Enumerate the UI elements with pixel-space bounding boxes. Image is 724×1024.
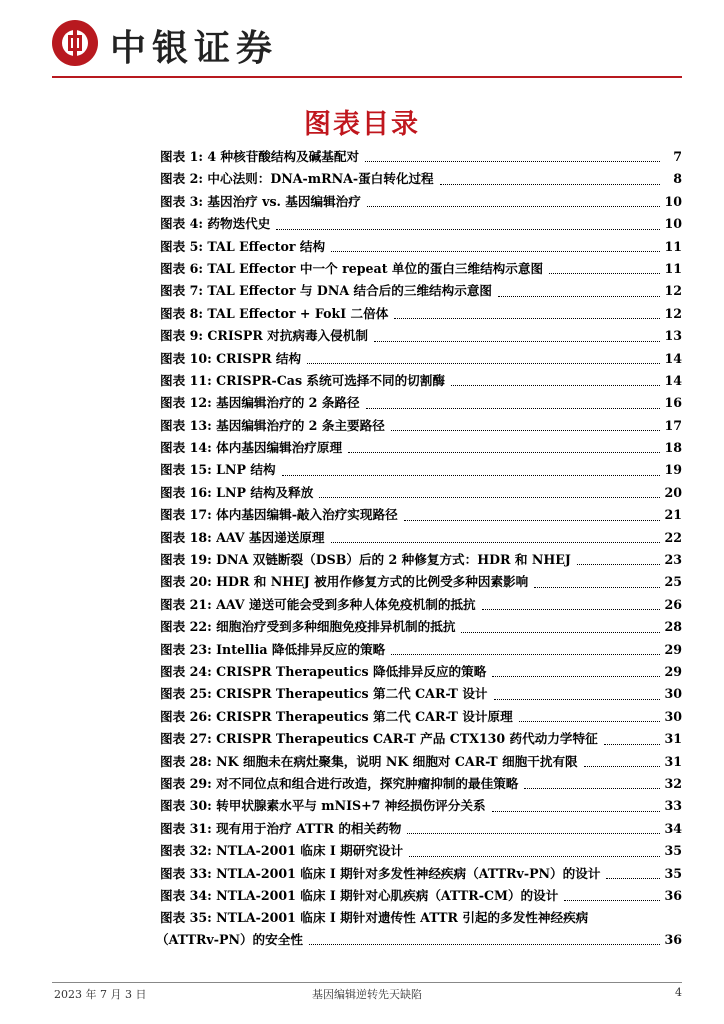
toc-entry-title: 4 种核苷酸结构及碱基配对 <box>207 149 360 164</box>
toc-dot-leader <box>394 317 660 319</box>
toc-entry[interactable] <box>160 258 682 280</box>
toc-entry-number: 图表 28: <box>160 753 212 769</box>
toc-entry-page: 22 <box>664 529 682 545</box>
toc-entry-title: HDR 和 NHEJ 被用作修复方式的比例受多种因素影响 <box>216 574 529 590</box>
toc-dot-leader <box>366 407 660 409</box>
toc-entry[interactable] <box>160 661 682 683</box>
footer-doc-title: 基因编辑逆转先天缺陷 <box>312 988 422 1001</box>
toc-entry-page: 23 <box>664 552 682 568</box>
toc-entry-page: 30 <box>664 708 682 724</box>
toc-entry[interactable] <box>160 370 682 392</box>
toc-entry-number: 图表 31: <box>160 820 212 836</box>
toc-entry[interactable] <box>160 818 682 840</box>
toc-entry-title: 对不同位点和组合进行改造，探究肿瘤抑制的最佳策略 <box>216 775 519 791</box>
toc-dot-leader <box>498 295 660 297</box>
toc-entry[interactable] <box>160 213 682 235</box>
toc-entry-number: 图表 18: <box>160 529 212 545</box>
toc-dot-leader <box>584 765 660 767</box>
toc-dot-leader <box>604 743 660 745</box>
toc-entry[interactable] <box>160 527 682 549</box>
toc-dot-leader <box>391 653 660 655</box>
toc-entry[interactable] <box>160 325 682 347</box>
toc-dot-leader <box>331 250 660 252</box>
toc-dot-leader <box>365 160 660 162</box>
toc-entry[interactable] <box>160 728 682 750</box>
toc-entry-page: 11 <box>664 238 682 254</box>
toc-entry-number: 图表 1: <box>160 149 203 164</box>
toc-entry-title: LNP 结构及释放 <box>216 484 314 500</box>
toc-entry[interactable] <box>160 571 682 593</box>
brand-name: 中银证券 <box>110 27 279 69</box>
toc-entry-title: DNA 双链断裂（DSB）后的 2 种修复方式：HDR 和 NHEJ <box>216 552 571 568</box>
footer-page-number: 4 <box>675 986 682 999</box>
toc-entry-number: 图表 27: <box>160 731 212 747</box>
toc-dot-leader <box>276 228 660 230</box>
toc-entry-number: 图表 9: <box>160 328 203 344</box>
toc-entry-title: CRISPR Therapeutics 第二代 CAR-T 设计 <box>216 686 488 702</box>
toc-entry-page: 12 <box>664 283 682 299</box>
toc-entry[interactable] <box>160 683 682 705</box>
toc-entry-number: 图表 22: <box>160 619 212 635</box>
toc-entry-number: 图表 24: <box>160 663 212 679</box>
toc-dot-leader <box>404 519 660 521</box>
toc-entry-number: 图表 20: <box>160 574 212 590</box>
toc-entry-title: 现有用于治疗 ATTR 的相关药物 <box>216 820 402 836</box>
page-header <box>52 18 692 78</box>
toc-entry-page: 20 <box>664 484 682 500</box>
toc-entry-page: 18 <box>664 440 682 456</box>
toc-entry-title: AAV 基因递送原理 <box>216 529 325 545</box>
toc-entry-title: TAL Effector 中一个 repeat 单位的蛋白三维结构示意图 <box>207 260 544 276</box>
toc-dot-leader <box>482 608 660 610</box>
toc-dot-leader <box>309 943 660 945</box>
toc-dot-leader <box>494 698 660 700</box>
toc-entry-title: 基因治疗 vs. 基因编辑治疗 <box>207 193 361 209</box>
toc-entry-page: 7 <box>673 149 682 164</box>
toc-entry-title: CRISPR Therapeutics 第二代 CAR-T 设计原理 <box>216 708 513 724</box>
toc-entry-number: 图表 34: <box>160 887 212 903</box>
toc-entry-page: 8 <box>673 171 682 187</box>
header-divider <box>52 76 682 78</box>
toc-entry-page: 14 <box>664 372 682 388</box>
toc-entry[interactable] <box>156 907 682 951</box>
toc-dot-leader <box>348 451 660 453</box>
toc-entry-page: 33 <box>664 798 682 814</box>
toc-entry-page: 35 <box>664 865 682 881</box>
toc-entry-number: 图表 6: <box>160 260 203 276</box>
toc-entry-number: 图表 35: <box>160 910 212 926</box>
toc-entry[interactable] <box>160 415 682 437</box>
toc-entry-page: 29 <box>664 641 682 657</box>
toc-dot-leader <box>391 429 660 431</box>
toc-entry-title: TAL Effector 与 DNA 结合后的三维结构示意图 <box>207 283 493 299</box>
toc-entry-page: 36 <box>664 932 682 948</box>
toc-entry-page: 14 <box>664 350 682 366</box>
toc-entry-title: CRISPR 结构 <box>216 350 302 366</box>
toc-entry[interactable] <box>160 191 682 213</box>
toc-entry-page: 36 <box>664 887 682 903</box>
toc-entry-title: NTLA-2001 临床 I 期针对心肌疾病（ATTR-CM）的设计 <box>216 887 559 903</box>
toc-entry-page: 35 <box>664 843 682 859</box>
toc-entry[interactable] <box>160 392 682 414</box>
toc-dot-leader <box>409 855 660 857</box>
toc-entry[interactable] <box>160 236 682 258</box>
toc-entry-page: 12 <box>664 305 682 321</box>
toc-entry-title: TAL Effector + FokI 二倍体 <box>207 305 389 321</box>
toc-entry-page: 34 <box>664 820 682 836</box>
toc-dot-leader <box>282 474 660 476</box>
toc-entry-number: 图表 21: <box>160 596 212 612</box>
toc-entry-title: CRISPR Therapeutics CAR-T 产品 CTX130 药代动力学特征 <box>216 731 598 747</box>
toc-dot-leader <box>440 183 660 185</box>
toc-entry-title: 细胞治疗受到多种细胞免疫排异机制的抵抗 <box>216 619 456 635</box>
toc-dot-leader <box>307 362 660 364</box>
toc-entry-number: 图表 3: <box>160 193 203 209</box>
toc-dot-leader <box>549 272 660 274</box>
page-footer <box>52 986 682 1004</box>
toc-entry-title: 中心法则：DNA-mRNA-蛋白转化过程 <box>207 171 434 187</box>
toc-dot-leader <box>577 563 660 565</box>
toc-entry-number: 图表 2: <box>160 171 203 187</box>
toc-entry[interactable] <box>160 348 682 370</box>
toc-dot-leader <box>492 675 660 677</box>
toc-entry-title: LNP 结构 <box>216 462 276 478</box>
toc-dot-leader <box>331 541 661 543</box>
toc-entry-title: 体内基因编辑-敲入治疗实现路径 <box>216 507 398 523</box>
footer-divider <box>52 982 682 983</box>
toc-entry-page: 30 <box>664 686 682 702</box>
toc-entry-title: 基因编辑治疗的 2 条主要路径 <box>216 417 385 433</box>
bank-logo-icon <box>52 20 98 66</box>
toc-dot-leader <box>319 496 660 498</box>
toc-entry-page: 16 <box>664 395 682 411</box>
toc-dot-leader <box>492 810 660 812</box>
toc-entry-number: 图表 14: <box>160 440 212 456</box>
toc-entry[interactable] <box>160 885 682 907</box>
toc-entry-number: 图表 15: <box>160 462 212 478</box>
toc-entry-page: 10 <box>664 216 682 232</box>
toc-dot-leader <box>519 720 660 722</box>
toc-entry[interactable] <box>160 437 682 459</box>
toc-entry-title: TAL Effector 结构 <box>207 238 326 254</box>
toc-entry[interactable] <box>160 840 682 862</box>
toc-entry[interactable] <box>160 863 682 885</box>
toc-entry[interactable] <box>160 594 682 616</box>
toc-entry-number: 图表 23: <box>160 641 212 657</box>
toc-entry-page: 13 <box>664 328 682 344</box>
toc-entry[interactable] <box>160 482 682 504</box>
toc-entry-title-continued: （ATTRv-PN）的安全性 <box>156 932 303 948</box>
toc-entry-title: 体内基因编辑治疗原理 <box>216 440 343 456</box>
toc-entry-number: 图表 26: <box>160 708 212 724</box>
toc-entry-title: NTLA-2001 临床 I 期研究设计 <box>216 843 404 859</box>
toc-dot-leader <box>407 832 660 834</box>
toc-entry[interactable] <box>160 459 682 481</box>
toc-entry-title: CRISPR-Cas 系统可选择不同的切割酶 <box>216 372 445 388</box>
toc-entry-title: CRISPR Therapeutics 降低排异反应的策略 <box>216 663 487 679</box>
toc-entry-number: 图表 7: <box>160 283 203 299</box>
toc-entry-number: 图表 32: <box>160 843 212 859</box>
toc-entry[interactable] <box>160 773 682 795</box>
toc-entry-page: 26 <box>664 596 682 612</box>
toc-entry[interactable] <box>160 146 682 168</box>
toc-entry-number: 图表 16: <box>160 484 212 500</box>
toc-entry-number: 图表 17: <box>160 507 212 523</box>
toc-entry-page: 21 <box>664 507 682 523</box>
toc-entry-page: 10 <box>664 193 682 209</box>
toc-dot-leader <box>606 877 660 879</box>
toc-entry-title: Intellia 降低排异反应的策略 <box>216 641 386 657</box>
toc-entry[interactable] <box>160 168 682 190</box>
toc-entry-number: 图表 12: <box>160 395 212 411</box>
toc-dot-leader <box>374 340 660 342</box>
toc-entry-number: 图表 30: <box>160 798 212 814</box>
toc-entry-number: 图表 10: <box>160 350 212 366</box>
toc-entry-number: 图表 25: <box>160 686 212 702</box>
toc-dot-leader <box>451 384 660 386</box>
toc-entry-page: 31 <box>664 731 682 747</box>
toc-entry[interactable] <box>160 549 682 571</box>
toc-entry-page: 28 <box>664 619 682 635</box>
toc-entry-page: 32 <box>664 775 682 791</box>
toc-entry-title: NTLA-2001 临床 I 期针对多发性神经疾病（ATTRv-PN）的设计 <box>216 865 601 881</box>
toc-entry-title: AAV 递送可能会受到多种人体免疫机制的抵抗 <box>216 596 476 612</box>
toc-entry-page: 25 <box>664 574 682 590</box>
toc-dot-leader <box>564 899 660 901</box>
page-title: 图表目录 <box>304 109 420 140</box>
toc-dot-leader <box>524 787 660 789</box>
toc-entry-title: NTLA-2001 临床 I 期针对遗传性 ATTR 引起的多发性神经疾病 <box>216 910 589 926</box>
toc-dot-leader <box>461 631 660 633</box>
toc-entry-number: 图表 13: <box>160 417 212 433</box>
toc-entry-title: 基因编辑治疗的 2 条路径 <box>216 395 360 411</box>
toc-entry-page: 11 <box>664 260 682 276</box>
toc-entry-number: 图表 5: <box>160 238 203 254</box>
toc-entry-page: 29 <box>664 663 682 679</box>
toc-entry[interactable] <box>160 504 682 526</box>
toc-entry-title: 药物迭代史 <box>207 216 271 232</box>
toc-entry-number: 图表 19: <box>160 552 212 568</box>
footer-date: 2023 年 7 月 3 日 <box>54 988 147 1001</box>
toc-entry[interactable] <box>160 616 682 638</box>
table-of-figures <box>156 146 682 951</box>
toc-entry[interactable] <box>160 795 682 817</box>
toc-dot-leader <box>367 205 660 207</box>
toc-entry-title: CRISPR 对抗病毒入侵机制 <box>207 328 368 344</box>
toc-entry-title: NK 细胞未在病灶聚集，说明 NK 细胞对 CAR-T 细胞干扰有限 <box>216 753 578 769</box>
toc-entry-page: 17 <box>664 417 682 433</box>
toc-entry-number: 图表 4: <box>160 216 203 232</box>
toc-entry[interactable] <box>160 706 682 728</box>
toc-entry[interactable] <box>160 639 682 661</box>
toc-entry-page: 31 <box>664 753 682 769</box>
toc-entry-number: 图表 8: <box>160 305 203 321</box>
toc-entry-number: 图表 33: <box>160 865 212 881</box>
toc-entry[interactable] <box>160 280 682 302</box>
toc-entry-page: 19 <box>664 462 682 478</box>
toc-entry[interactable] <box>160 751 682 773</box>
toc-entry-number: 图表 11: <box>160 372 212 388</box>
toc-dot-leader <box>534 586 660 588</box>
toc-entry[interactable] <box>160 303 682 325</box>
toc-entry-number: 图表 29: <box>160 775 212 791</box>
toc-entry-title: 转甲状腺素水平与 mNIS+7 神经损伤评分关系 <box>216 798 486 814</box>
